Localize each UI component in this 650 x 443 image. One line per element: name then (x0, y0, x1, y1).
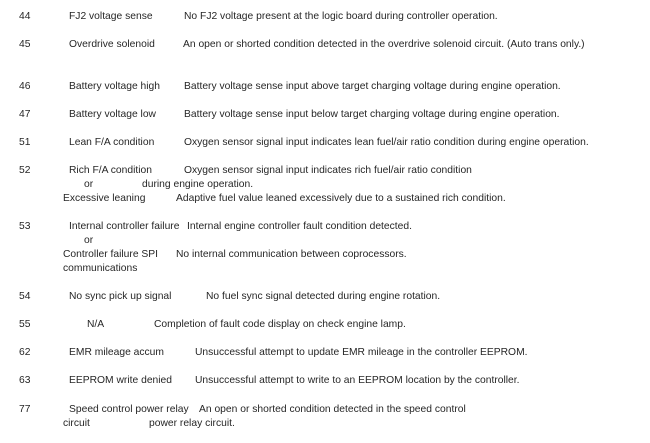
fault-description: during engine operation. (142, 179, 254, 190)
fault-name: Lean F/A condition (69, 137, 155, 148)
fault-description: No fuel sync signal detected during engine rotation. (206, 291, 441, 302)
code-number: 44 (19, 11, 31, 22)
fault-description: Unsuccessful attempt to update EMR mileage in the controller EEPROM. (195, 347, 528, 358)
fault-description: No FJ2 voltage present at the logic board during controller operation. (184, 11, 498, 22)
fault-name: Internal controller failure (69, 221, 180, 232)
fault-description: Internal engine controller fault condition detected. (187, 221, 412, 232)
fault-description: Oxygen sensor signal input indicates lean fuel/air ratio condition during engine operation. (184, 137, 589, 148)
fault-description: No internal communication between coprocessors. (176, 249, 407, 260)
fault-name: Battery voltage high (69, 81, 161, 92)
code-number: 52 (19, 165, 31, 176)
fault-name: FJ2 voltage sense (69, 11, 153, 22)
fault-name: EMR mileage accum (69, 347, 164, 358)
fault-description: power relay circuit. (149, 418, 235, 429)
code-number: 55 (19, 319, 31, 330)
fault-name: Overdrive solenoid (69, 39, 155, 50)
code-number: 51 (19, 137, 31, 148)
fault-name: communications (63, 263, 138, 274)
fault-name: Controller failure SPI (63, 249, 158, 260)
code-number: 77 (19, 404, 31, 415)
fault-name: EEPROM write denied (69, 375, 173, 386)
fault-name: N/A (87, 319, 105, 330)
fault-description: Battery voltage sense input above target charging voltage during engine operation. (184, 81, 561, 92)
fault-name: circuit (63, 418, 90, 429)
or-separator: or (84, 179, 94, 190)
code-number: 53 (19, 221, 31, 232)
fault-name: Battery voltage low (69, 109, 156, 120)
fault-description: An open or shorted condition detected in the overdrive solenoid circuit. (Auto trans only.) (183, 39, 585, 50)
code-number: 54 (19, 291, 31, 302)
or-separator: or (84, 235, 94, 246)
fault-name: Speed control power relay (69, 404, 189, 415)
fault-name: No sync pick up signal (69, 291, 172, 302)
fault-description: Oxygen sensor signal input indicates rich fuel/air ratio condition (184, 165, 472, 176)
code-number: 47 (19, 109, 31, 120)
code-number: 45 (19, 39, 31, 50)
fault-description: An open or shorted condition detected in the speed control (199, 404, 466, 415)
code-number: 62 (19, 347, 31, 358)
code-number: 63 (19, 375, 31, 386)
fault-description: Completion of fault code display on check engine lamp. (154, 319, 406, 330)
code-number: 46 (19, 81, 31, 92)
fault-description: Adaptive fuel value leaned excessively due to a sustained rich condition. (176, 193, 506, 204)
fault-name: Rich F/A condition (69, 165, 152, 176)
fault-name: Excessive leaning (63, 193, 146, 204)
fault-description: Unsuccessful attempt to write to an EEPROM location by the controller. (195, 375, 520, 386)
fault-description: Battery voltage sense input below target charging voltage during engine operation. (184, 109, 560, 120)
